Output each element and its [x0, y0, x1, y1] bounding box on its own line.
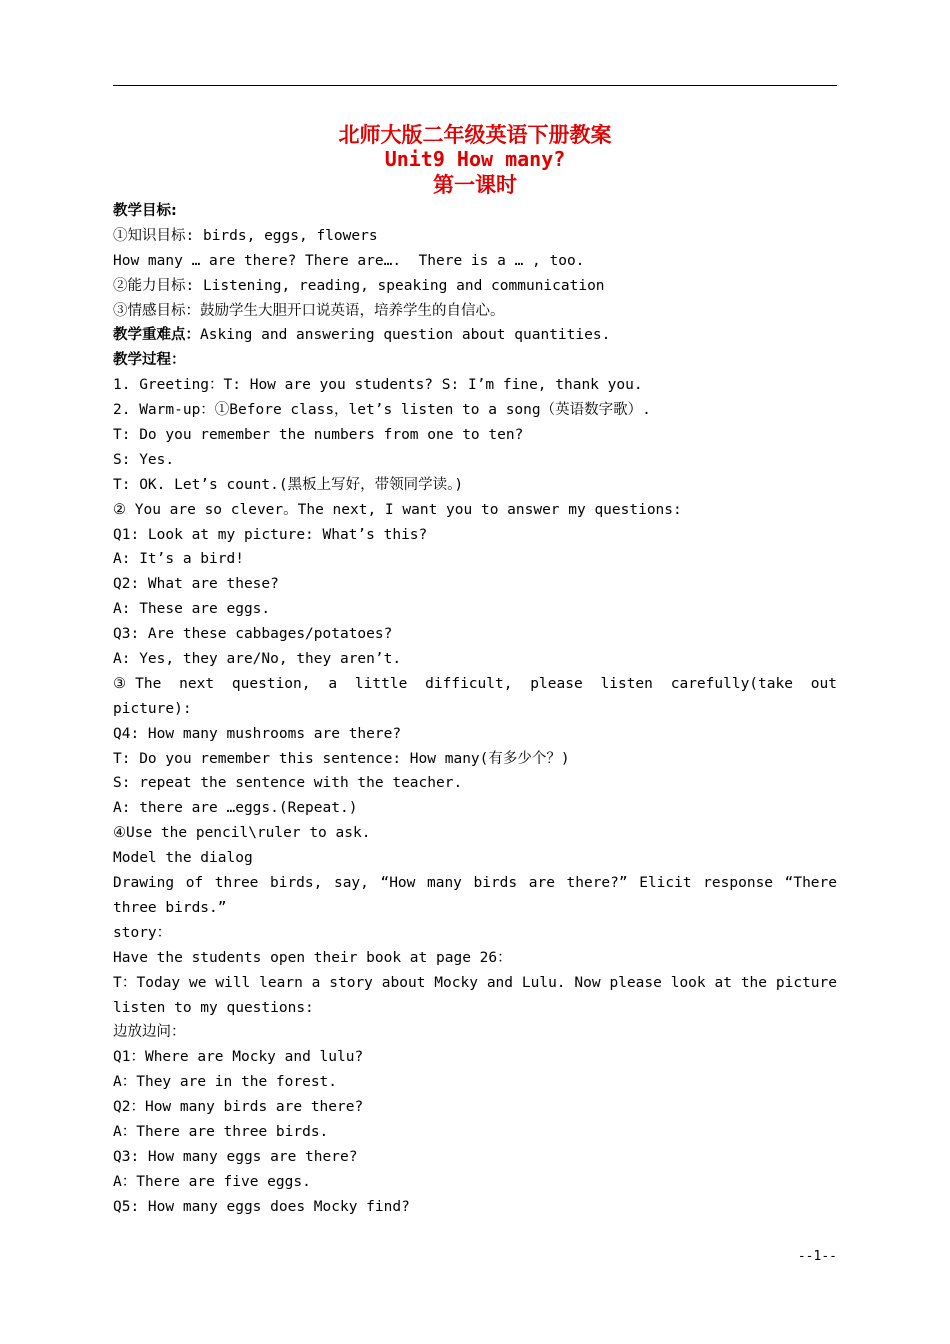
process-line: Q5: How many eggs does Mocky find? — [113, 1198, 410, 1215]
lesson-title: 第一课时 — [433, 172, 517, 197]
process-line: ② You are so clever。The next, I want you to answer my questions: — [113, 501, 682, 518]
process-line: A: Yes, they are/No, they aren’t. — [113, 651, 402, 668]
process-line: ④Use the pencil\ruler to ask. — [113, 825, 371, 842]
process-line: A: there are …eggs.(Repeat.) — [113, 800, 358, 817]
knowledge-sentence: How many … are there? There are…. There is a … , too. — [113, 252, 585, 269]
document-title: 北师大版二年级英语下册教案 — [338, 122, 612, 147]
process-line: Q3: How many eggs are there? — [113, 1148, 358, 1165]
process-line: listen to my questions: — [113, 999, 314, 1016]
process-line: 边放边问： — [113, 1024, 186, 1041]
process-line: 2. Warm-up：①Before class，let’s listen to a song（英语数字歌）. — [113, 402, 651, 419]
objectives-heading: 教学目标: — [113, 203, 177, 219]
knowledge-objective: ①知识目标: birds, eggs, flowers — [113, 227, 378, 244]
process-line: Q2：How many birds are there? — [113, 1099, 364, 1116]
process-line: T: Do you remember the numbers from one to ten? — [113, 427, 524, 444]
process-line: picture): — [113, 700, 192, 717]
process-line: three birds.” — [113, 899, 227, 916]
title-block — [113, 122, 837, 197]
process-line: A: These are eggs. — [113, 601, 271, 618]
process-line: A：There are five eggs. — [113, 1173, 311, 1190]
process-line: Q1：Where are Mocky and lulu? — [113, 1049, 364, 1066]
process-line: T：Today we will learn a story about Mocky and Lulu. Now please look at the picture — [113, 974, 837, 991]
process-line: Q1: Look at my picture: What’s this? — [113, 526, 428, 543]
process-heading: 教学过程： — [113, 352, 186, 369]
keypoint-text: Asking and answering question about quantities. — [200, 327, 611, 344]
process-line: story： — [113, 924, 172, 941]
emotion-objective: ③情感目标：鼓励学生大胆开口说英语，培养学生的自信心。 — [113, 302, 505, 319]
keypoint-heading: 教学重难点： — [113, 327, 200, 344]
process-line: Drawing of three birds, say, “How many birds are there?” Elicit response “There — [113, 875, 837, 892]
process-line: Q4: How many mushrooms are there? — [113, 725, 402, 742]
process-line: 1. Greeting：T: How are you students? S: I’m fine, thank you. — [113, 377, 643, 394]
process-line: S: repeat the sentence with the teacher. — [113, 775, 463, 792]
process-line: A：They are in the forest. — [113, 1074, 338, 1091]
process-line: A: It’s a bird! — [113, 551, 244, 568]
process-line: Q2: What are these? — [113, 576, 279, 593]
process-line: Model the dialog — [113, 850, 253, 867]
page-number: --1-- — [797, 1249, 837, 1264]
keypoint-line — [113, 323, 837, 348]
process-line: A：There are three birds. — [113, 1123, 329, 1140]
process-line: S: Yes. — [113, 451, 175, 468]
process-line: Q3: Are these cabbages/potatoes? — [113, 626, 393, 643]
lesson-plan-body — [113, 199, 837, 1220]
process-line: T: OK. Let’s count.(黑板上写好，带领同学读。) — [113, 476, 464, 493]
process-line: T: Do you remember this sentence: How many(有多少个？) — [113, 750, 570, 767]
process-line: Have the students open their book at page 26： — [113, 949, 512, 966]
process-line: ③The next question, a little difficult, please listen carefully(take out — [113, 675, 837, 692]
header-rule — [113, 85, 837, 86]
ability-objective: ②能力目标: Listening, reading, speaking and communication — [113, 277, 605, 294]
unit-title: Unit9 How many? — [384, 147, 566, 171]
